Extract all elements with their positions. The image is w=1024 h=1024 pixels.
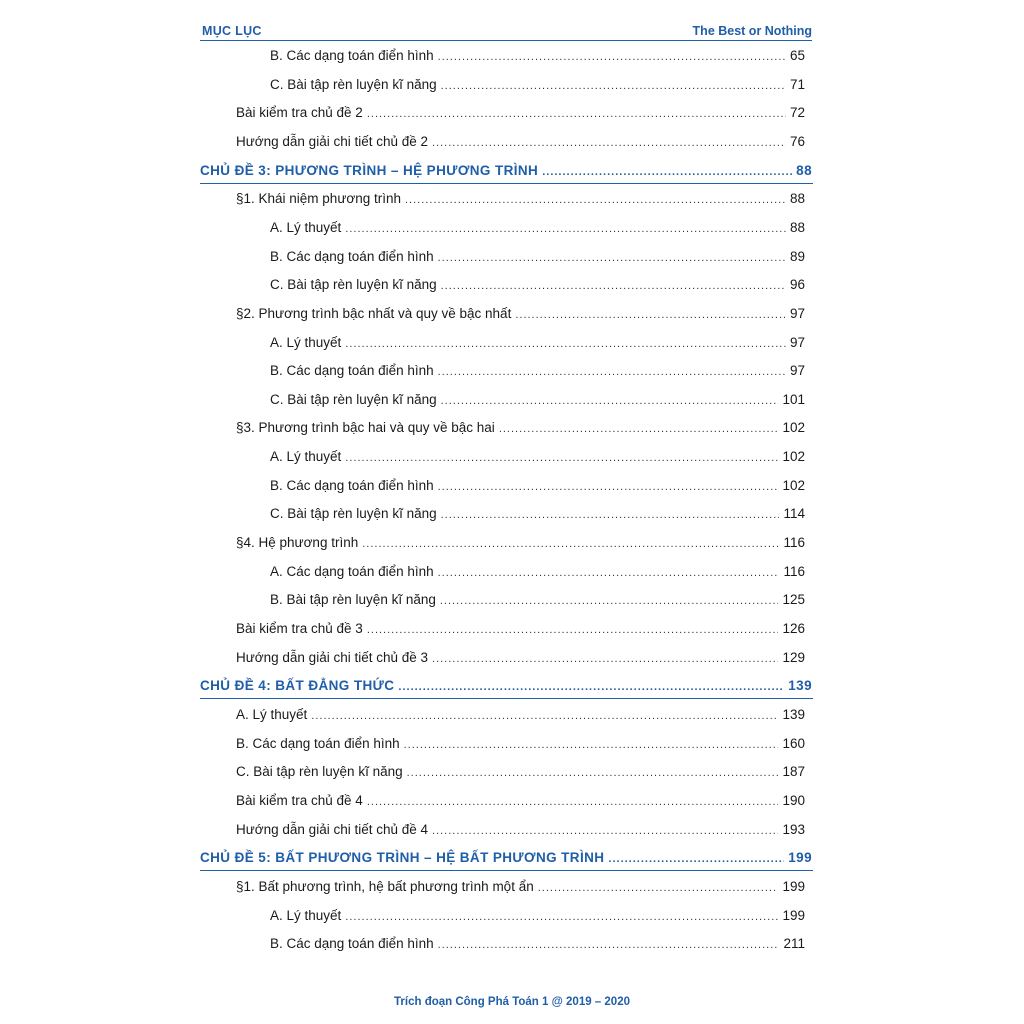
toc-label: B. Các dạng toán điển hình bbox=[270, 363, 434, 379]
toc-label: B. Bài tập rèn luyện kĩ năng bbox=[270, 592, 436, 608]
toc-row[interactable] bbox=[236, 762, 805, 782]
toc-row[interactable] bbox=[236, 304, 805, 324]
toc-page-number: 125 bbox=[782, 592, 805, 608]
toc-row[interactable] bbox=[270, 75, 805, 95]
toc-page-number: 187 bbox=[782, 764, 805, 780]
toc-page-number: 116 bbox=[783, 563, 805, 579]
toc-label: C. Bài tập rèn luyện kĩ năng bbox=[270, 391, 437, 407]
toc-label: C. Bài tập rèn luyện kĩ năng bbox=[270, 277, 437, 293]
toc-row[interactable] bbox=[236, 533, 805, 553]
toc-row[interactable] bbox=[270, 906, 805, 926]
toc-row[interactable] bbox=[270, 447, 805, 467]
toc-row[interactable] bbox=[236, 132, 805, 152]
toc-label: §3. Phương trình bậc hai và quy về bậc hai bbox=[236, 420, 495, 436]
toc-label: A. Các dạng toán điển hình bbox=[270, 563, 434, 579]
chapter-underline bbox=[200, 870, 813, 871]
toc-label: Hướng dẫn giải chi tiết chủ đề 4 bbox=[236, 821, 429, 837]
dot-leader bbox=[367, 792, 779, 812]
dot-leader bbox=[432, 821, 778, 841]
toc-page-number: 139 bbox=[788, 678, 812, 694]
dot-leader bbox=[345, 219, 786, 239]
toc-label: B. Các dạng toán điển hình bbox=[270, 477, 434, 493]
toc-label: Hướng dẫn giải chi tiết chủ đề 3 bbox=[236, 649, 429, 665]
chapter-underline bbox=[200, 698, 813, 699]
toc-page-number: 193 bbox=[782, 821, 805, 837]
toc-label: B. Các dạng toán điển hình bbox=[270, 248, 434, 264]
toc-label: B. Các dạng toán điển hình bbox=[236, 735, 400, 751]
toc-row[interactable] bbox=[270, 218, 805, 238]
dot-leader bbox=[345, 334, 786, 354]
dot-leader bbox=[440, 591, 779, 611]
toc-row[interactable] bbox=[236, 705, 805, 725]
dot-leader bbox=[438, 362, 786, 382]
header-title: MỤC LỤC bbox=[202, 24, 262, 38]
toc-label: B. Các dạng toán điển hình bbox=[270, 936, 434, 952]
toc-page-number: 88 bbox=[789, 219, 805, 235]
toc-page-number: 199 bbox=[782, 907, 805, 923]
toc-row[interactable] bbox=[236, 877, 805, 897]
toc-page-number: 190 bbox=[782, 792, 805, 808]
dot-leader bbox=[441, 391, 779, 411]
toc-row[interactable] bbox=[270, 333, 805, 353]
dot-leader bbox=[407, 763, 779, 783]
dot-leader bbox=[515, 305, 786, 325]
toc-row[interactable] bbox=[236, 820, 805, 840]
dot-leader bbox=[441, 505, 780, 525]
toc-row[interactable] bbox=[236, 619, 805, 639]
toc-page-number: 116 bbox=[783, 535, 805, 551]
toc-label: §4. Hệ phương trình bbox=[236, 535, 359, 551]
dot-leader bbox=[345, 907, 778, 927]
toc-page-number: 97 bbox=[789, 334, 805, 350]
dot-leader bbox=[367, 620, 779, 640]
toc-page-number: 89 bbox=[789, 248, 805, 264]
toc-page-number: 211 bbox=[783, 936, 805, 952]
toc-row[interactable] bbox=[236, 648, 805, 668]
dot-leader bbox=[438, 563, 780, 583]
toc-label: A. Lý thuyết bbox=[236, 706, 308, 722]
toc-page-number: 102 bbox=[782, 449, 805, 465]
chapter-underline bbox=[200, 183, 813, 184]
toc-page-number: 160 bbox=[782, 735, 805, 751]
toc-page-number: 65 bbox=[789, 48, 805, 63]
toc-label: A. Lý thuyết bbox=[270, 334, 342, 350]
toc-label: Bài kiểm tra chủ đề 4 bbox=[236, 792, 363, 808]
toc-page-number: 129 bbox=[782, 649, 805, 665]
toc-label: A. Lý thuyết bbox=[270, 219, 342, 235]
toc-row[interactable] bbox=[270, 390, 805, 410]
toc-row[interactable] bbox=[270, 361, 805, 381]
toc-row[interactable] bbox=[270, 46, 805, 66]
toc-page-number: 97 bbox=[789, 363, 805, 379]
toc-row[interactable] bbox=[270, 504, 805, 524]
toc-row[interactable] bbox=[236, 189, 805, 209]
toc-label: A. Lý thuyết bbox=[270, 907, 342, 923]
toc-row[interactable] bbox=[236, 734, 805, 754]
toc-row[interactable] bbox=[270, 247, 805, 267]
toc-page-number: 97 bbox=[789, 305, 805, 321]
dot-leader bbox=[441, 276, 786, 296]
toc-page-number: 139 bbox=[782, 706, 805, 722]
dot-leader bbox=[405, 190, 786, 210]
header-slogan: The Best or Nothing bbox=[692, 24, 812, 38]
toc-chapter-row[interactable] bbox=[200, 161, 812, 181]
toc-label: CHỦ ĐỀ 3: PHƯƠNG TRÌNH – HỆ PHƯƠNG TRÌNH bbox=[200, 162, 539, 178]
toc-row[interactable] bbox=[270, 275, 805, 295]
toc-label: §1. Bất phương trình, hệ bất phương trình một ẩn bbox=[236, 878, 534, 894]
dot-leader bbox=[362, 534, 779, 554]
toc-page-number: 126 bbox=[782, 621, 805, 636]
toc-label: B. Các dạng toán điển hình bbox=[270, 48, 434, 63]
toc-chapter-row[interactable] bbox=[200, 676, 812, 696]
page-header bbox=[200, 22, 812, 41]
dot-leader bbox=[404, 735, 779, 755]
toc-label: CHỦ ĐỀ 5: BẤT PHƯƠNG TRÌNH – HỆ BẤT PHƯƠNG TRÌNH bbox=[200, 850, 605, 866]
toc-row[interactable] bbox=[270, 476, 805, 496]
dot-leader bbox=[441, 76, 786, 96]
toc-row[interactable] bbox=[270, 934, 805, 954]
toc-label: §1. Khái niệm phương trình bbox=[236, 191, 401, 207]
toc-label: C. Bài tập rèn luyện kĩ năng bbox=[270, 506, 437, 522]
toc-page-number: 72 bbox=[789, 105, 805, 121]
toc-label: Bài kiểm tra chủ đề 2 bbox=[236, 105, 363, 121]
toc-page-number: 199 bbox=[782, 878, 805, 894]
toc-label: Bài kiểm tra chủ đề 3 bbox=[236, 621, 363, 636]
dot-leader bbox=[432, 649, 778, 669]
toc-chapter-row[interactable] bbox=[200, 848, 812, 868]
toc-label: Hướng dẫn giải chi tiết chủ đề 2 bbox=[236, 133, 429, 149]
dot-leader bbox=[311, 706, 778, 726]
dot-leader bbox=[438, 477, 779, 497]
toc-label: A. Lý thuyết bbox=[270, 449, 342, 465]
toc-page-number: 102 bbox=[782, 420, 805, 436]
dot-leader bbox=[432, 133, 786, 153]
toc-row[interactable] bbox=[270, 562, 805, 582]
dot-leader bbox=[438, 935, 780, 955]
dot-leader bbox=[542, 162, 792, 182]
toc-row[interactable] bbox=[236, 418, 805, 438]
dot-leader bbox=[538, 878, 779, 898]
toc-row[interactable] bbox=[236, 103, 805, 123]
toc-page-number: 71 bbox=[789, 76, 805, 92]
dot-leader bbox=[345, 448, 778, 468]
dot-leader bbox=[367, 104, 786, 124]
toc-label: C. Bài tập rèn luyện kĩ năng bbox=[270, 76, 437, 92]
dot-leader bbox=[608, 849, 784, 869]
toc-page-number: 199 bbox=[788, 850, 812, 866]
dot-leader bbox=[438, 248, 786, 268]
toc-row[interactable] bbox=[270, 590, 805, 610]
toc-label: CHỦ ĐỀ 4: BẤT ĐẲNG THỨC bbox=[200, 678, 395, 694]
dot-leader bbox=[499, 419, 779, 439]
toc-page-number: 101 bbox=[782, 391, 805, 407]
toc-page-number: 114 bbox=[783, 506, 805, 522]
toc-row[interactable] bbox=[236, 791, 805, 811]
dot-leader bbox=[398, 677, 784, 697]
toc-page-number: 76 bbox=[789, 133, 805, 149]
toc-page-number: 88 bbox=[789, 191, 805, 207]
toc-page-number: 88 bbox=[796, 162, 812, 178]
page-footer: Trích đoạn Công Phá Toán 1 @ 2019 – 2020 bbox=[394, 996, 630, 1008]
toc-label: C. Bài tập rèn luyện kĩ năng bbox=[236, 764, 403, 780]
dot-leader bbox=[438, 47, 786, 67]
toc-page-number: 102 bbox=[782, 477, 805, 493]
toc-page-number: 96 bbox=[789, 277, 805, 293]
toc-label: §2. Phương trình bậc nhất và quy về bậc nhất bbox=[236, 305, 512, 321]
